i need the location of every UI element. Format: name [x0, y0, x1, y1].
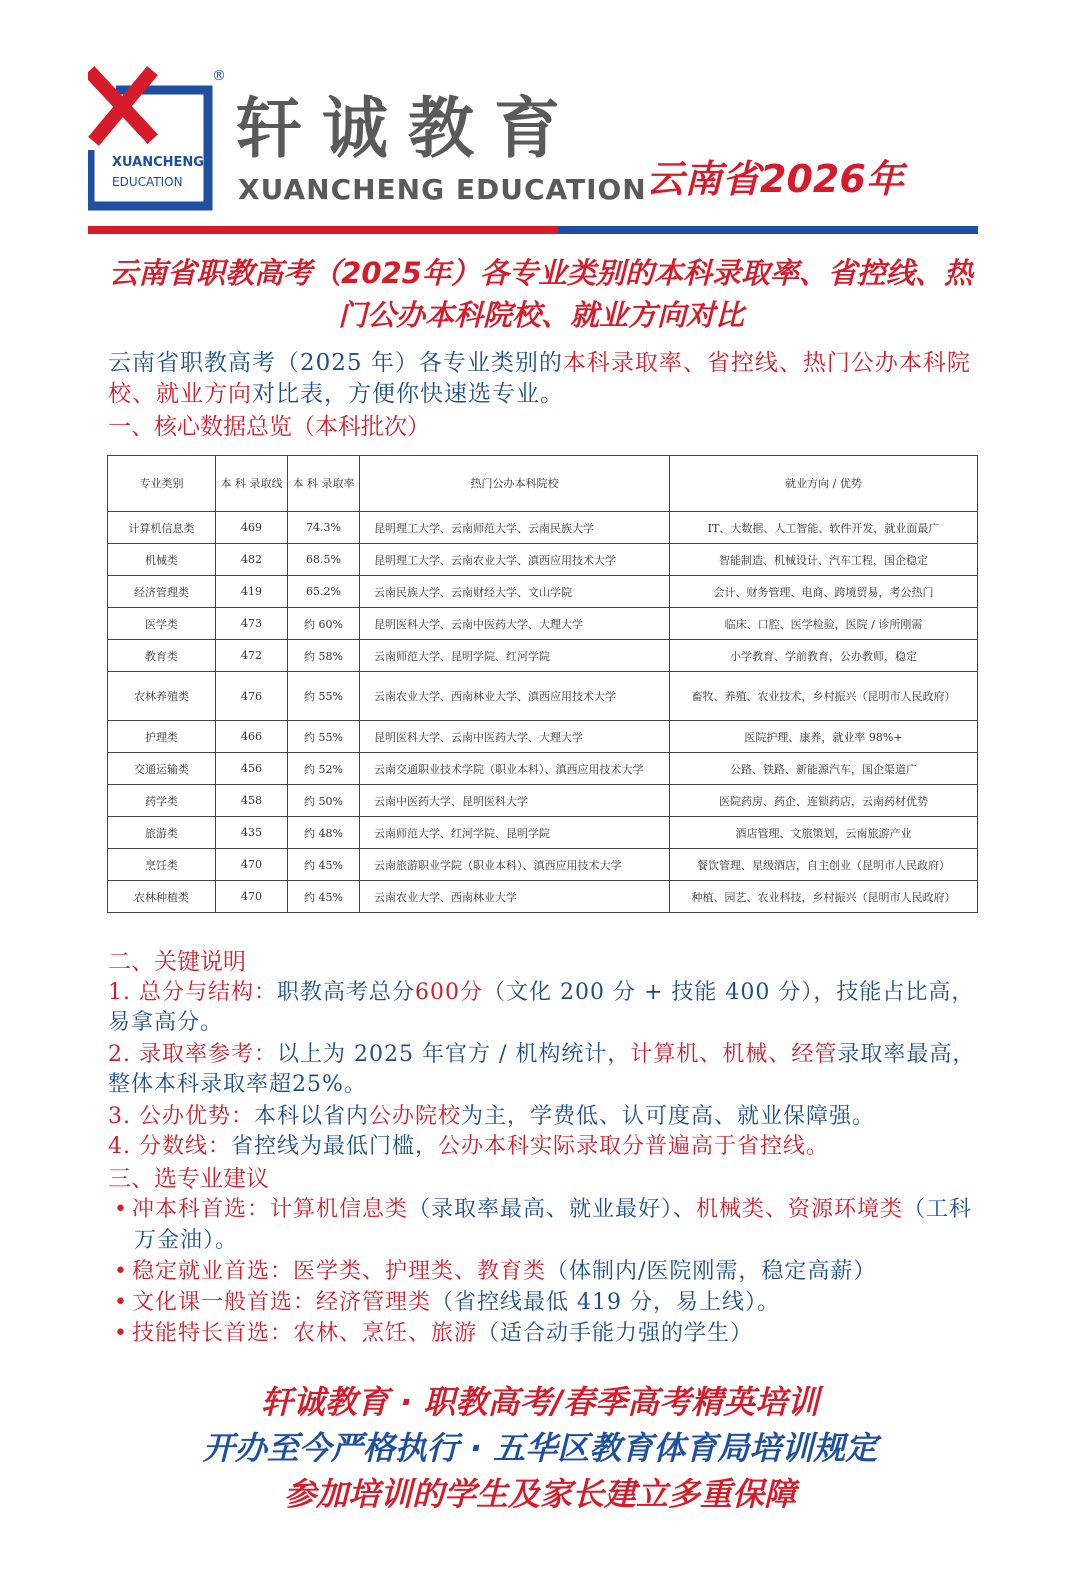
cell-cutoff: 469	[216, 512, 288, 544]
xuancheng-logo-icon	[88, 66, 230, 212]
sugg1-label: 冲本科首选：	[131, 1197, 270, 1222]
cell-cutoff: 470	[216, 881, 288, 913]
suggestion-undergrad	[114, 1194, 994, 1256]
cell-rate: 约 48%	[288, 817, 360, 849]
sugg2-label: 稳定就业首选：	[131, 1259, 293, 1284]
cell-career: 医院药房、药企、连锁药店，云南药材优势	[670, 785, 978, 817]
cell-category: 交通运输类	[108, 753, 216, 785]
note2-label: 2. 录取率参考：	[108, 1042, 277, 1067]
header-rate: 本 科 录取率	[288, 456, 360, 512]
cell-colleges: 云南农业大学、西南林业大学、滇西应用技术大学	[360, 672, 670, 721]
table-row	[108, 753, 978, 785]
note4-text-a: 省控线为最低门槛，	[230, 1134, 438, 1159]
table-row	[108, 512, 978, 544]
note1-text-c: （文化 200 分 + 技能 400 分），技能占比高，易拿高分。	[108, 980, 975, 1035]
page-headline: 云南省职教高考（2025年）各专业类别的本科录取率、省控线、热门公办本科院校、就业方向对比	[109, 256, 973, 332]
sugg4-label: 技能特长首选：	[131, 1321, 293, 1346]
cell-colleges: 昆明医科大学、云南中医药大学、大理大学	[360, 721, 670, 753]
table-row	[108, 785, 978, 817]
cell-rate: 约 58%	[288, 640, 360, 672]
slogan-line3: 参加培训的学生及家长建立多重保障	[283, 1475, 796, 1513]
cell-colleges: 云南师范大学、昆明学院、红河学院	[360, 640, 670, 672]
cell-rate: 约 45%	[288, 849, 360, 881]
section2-title: 二、关键说明	[108, 949, 246, 975]
suggestion-culture-course	[114, 1287, 974, 1318]
cell-career: IT、大数据、人工智能、软件开发，就业面最广	[670, 512, 978, 544]
sugg4-text-b: （适合动手能力强的学生）	[477, 1321, 754, 1346]
header-colleges: 热门公办本科院校	[360, 456, 670, 512]
sugg3-label: 文化课一般首选：	[131, 1290, 316, 1315]
intro-paragraph	[108, 348, 978, 410]
cell-career: 会计、财务管理、电商、跨境贸易，考公热门	[670, 576, 978, 608]
cell-cutoff: 473	[216, 608, 288, 640]
table-row	[108, 817, 978, 849]
bullet-icon: •	[114, 1197, 128, 1222]
intro-part3: 对比表，方便你快速选专业。	[252, 381, 564, 407]
sugg1-text-c: 机械类、资源环境类	[696, 1197, 904, 1222]
table-row	[108, 544, 978, 576]
bullet-icon: •	[114, 1290, 128, 1315]
cell-career: 餐饮管理、星级酒店，自主创业（昆明市人民政府）	[670, 849, 978, 881]
note3-label: 3. 公办优势：	[108, 1104, 254, 1129]
note3-text-c: 为主，学费低、认可度高、就业保障强。	[461, 1104, 876, 1129]
suggestion-skill	[114, 1318, 974, 1349]
intro-part2: 本科录取率、省控线、热门公办本科院校、就业方向	[108, 350, 971, 407]
cell-colleges: 云南中医药大学、昆明医科大学	[360, 785, 670, 817]
cell-career: 临床、口腔、医学检验，医院 / 诊所刚需	[670, 608, 978, 640]
year-title: 云南省2026年	[646, 157, 904, 201]
note-admission-rate	[108, 1040, 988, 1100]
note1-text-b: 600分	[415, 980, 483, 1005]
cell-rate: 约 52%	[288, 753, 360, 785]
table-row	[108, 721, 978, 753]
cell-rate: 约 60%	[288, 608, 360, 640]
cell-rate: 约 45%	[288, 881, 360, 913]
bullet-icon: •	[114, 1321, 128, 1346]
sugg3-text-a: 经济管理类	[316, 1290, 432, 1315]
registered-mark: ®	[212, 68, 226, 84]
cell-category: 护理类	[108, 721, 216, 753]
cell-rate: 68.5%	[288, 544, 360, 576]
table-row	[108, 640, 978, 672]
brand-name-en: XUANCHENG EDUCATION	[238, 173, 647, 206]
cell-category: 药学类	[108, 785, 216, 817]
cell-category: 医学类	[108, 608, 216, 640]
cell-cutoff: 419	[216, 576, 288, 608]
note1-label: 1. 总分与结构：	[108, 980, 277, 1005]
cell-cutoff: 456	[216, 753, 288, 785]
cell-cutoff: 435	[216, 817, 288, 849]
cell-rate: 约 55%	[288, 721, 360, 753]
bullet-icon: •	[114, 1259, 128, 1284]
cell-category: 计算机信息类	[108, 512, 216, 544]
sugg3-text-b: （省控线最低 419 分，易上线）。	[431, 1290, 780, 1315]
note-total-score	[108, 978, 988, 1038]
cell-rate: 65.2%	[288, 576, 360, 608]
cell-career: 种植、园艺、农业科技，乡村振兴（昆明市人民政府）	[670, 881, 978, 913]
cell-colleges: 云南师范大学、红河学院、昆明学院	[360, 817, 670, 849]
slogan-line1: 轩诚教育 · 职教高考/春季高考精英培训	[260, 1383, 820, 1421]
note4-label: 4. 分数线：	[108, 1134, 231, 1159]
table-row	[108, 881, 978, 913]
logo-text-line1: XUANCHENG	[112, 155, 204, 170]
note2-text-c: 录取率最高，整体本科录取率超25%。	[108, 1042, 976, 1097]
cell-rate: 约 55%	[288, 672, 360, 721]
cell-colleges: 昆明医科大学、云南中医药大学、大理大学	[360, 608, 670, 640]
suggestion-stable-job	[114, 1256, 974, 1287]
cell-category: 旅游类	[108, 817, 216, 849]
slogan-line2: 开办至今严格执行 · 五华区教育体育局培训规定	[202, 1429, 878, 1467]
note2-text-a: 以上为 2025 年官方 / 机构统计，	[276, 1042, 631, 1067]
note1-text-a: 职教高考总分	[276, 980, 415, 1005]
note3-text-a: 本科以省内	[253, 1104, 369, 1129]
sugg1-text-b: （录取率最高、就业最好）、	[408, 1197, 697, 1222]
cell-cutoff: 476	[216, 672, 288, 721]
table-header-row	[108, 456, 978, 512]
header-divider	[88, 226, 978, 234]
brand-name-cn: 轩诚教育	[236, 90, 580, 167]
cell-colleges: 昆明理工大学、云南师范大学、云南民族大学	[360, 512, 670, 544]
header-category: 专业类别	[108, 456, 216, 512]
cell-colleges: 云南农业大学、西南林业大学	[360, 881, 670, 913]
cell-career: 智能制造、机械设计、汽车工程，国企稳定	[670, 544, 978, 576]
cell-rate: 74.3%	[288, 512, 360, 544]
table-row	[108, 672, 978, 721]
cell-colleges: 云南旅游职业学院（职业本科）、滇西应用技术大学	[360, 849, 670, 881]
cell-colleges: 昆明理工大学、云南农业大学、滇西应用技术大学	[360, 544, 670, 576]
sugg4-text-a: 农林、烹饪、旅游	[293, 1321, 478, 1346]
sugg2-text-a: 医学类、护理类、教育类	[293, 1259, 547, 1284]
cell-rate: 约 50%	[288, 785, 360, 817]
note-score-line	[108, 1132, 988, 1162]
major-comparison-table	[107, 455, 978, 913]
cell-colleges: 云南民族大学、云南财经大学、文山学院	[360, 576, 670, 608]
cell-category: 烹饪类	[108, 849, 216, 881]
table-row	[108, 608, 978, 640]
table-row	[108, 849, 978, 881]
cell-category: 机械类	[108, 544, 216, 576]
note2-text-b: 计算机、机械、经管	[630, 1042, 838, 1067]
cell-career: 酒店管理、文旅策划，云南旅游产业	[670, 817, 978, 849]
logo-text-line2: EDUCATION	[112, 175, 183, 189]
cell-category: 农林养殖类	[108, 672, 216, 721]
cell-cutoff: 482	[216, 544, 288, 576]
section1-title: 一、核心数据总览（本科批次）	[108, 414, 430, 440]
intro-part1: 云南省职教高考（2025 年）各专业类别的	[108, 350, 563, 376]
header-career: 就业方向 / 优势	[670, 456, 978, 512]
note3-text-b: 公办院校	[369, 1104, 462, 1129]
cell-career: 医院护理、康养，就业率 98%+	[670, 721, 978, 753]
cell-cutoff: 466	[216, 721, 288, 753]
divider-blue-segment	[558, 226, 978, 234]
cell-category: 经济管理类	[108, 576, 216, 608]
note-public-advantage	[108, 1102, 988, 1132]
cell-category: 农林种植类	[108, 881, 216, 913]
cell-cutoff: 472	[216, 640, 288, 672]
note4-text-b: 公办本科实际录取分普遍高于省控线。	[438, 1134, 830, 1159]
cell-colleges: 云南交通职业技术学院（职业本科）、滇西应用技术大学	[360, 753, 670, 785]
cell-cutoff: 470	[216, 849, 288, 881]
cell-career: 公路、铁路、新能源汽车，国企渠道广	[670, 753, 978, 785]
sugg1-text-a: 计算机信息类	[270, 1197, 409, 1222]
table-row	[108, 576, 978, 608]
sugg1-text-d: （工科万金油）。	[134, 1197, 973, 1253]
divider-red-segment	[88, 226, 558, 234]
section3-title: 三、选专业建议	[108, 1166, 269, 1192]
cell-career: 小学教育、学前教育，公办教师，稳定	[670, 640, 978, 672]
cell-cutoff: 458	[216, 785, 288, 817]
sugg2-text-b: （体制内/医院刚需，稳定高薪）	[546, 1259, 877, 1284]
header-cutoff: 本 科 录取线	[216, 456, 288, 512]
cell-category: 教育类	[108, 640, 216, 672]
cell-career: 畜牧、养殖、农业技术，乡村振兴（昆明市人民政府）	[670, 672, 978, 721]
